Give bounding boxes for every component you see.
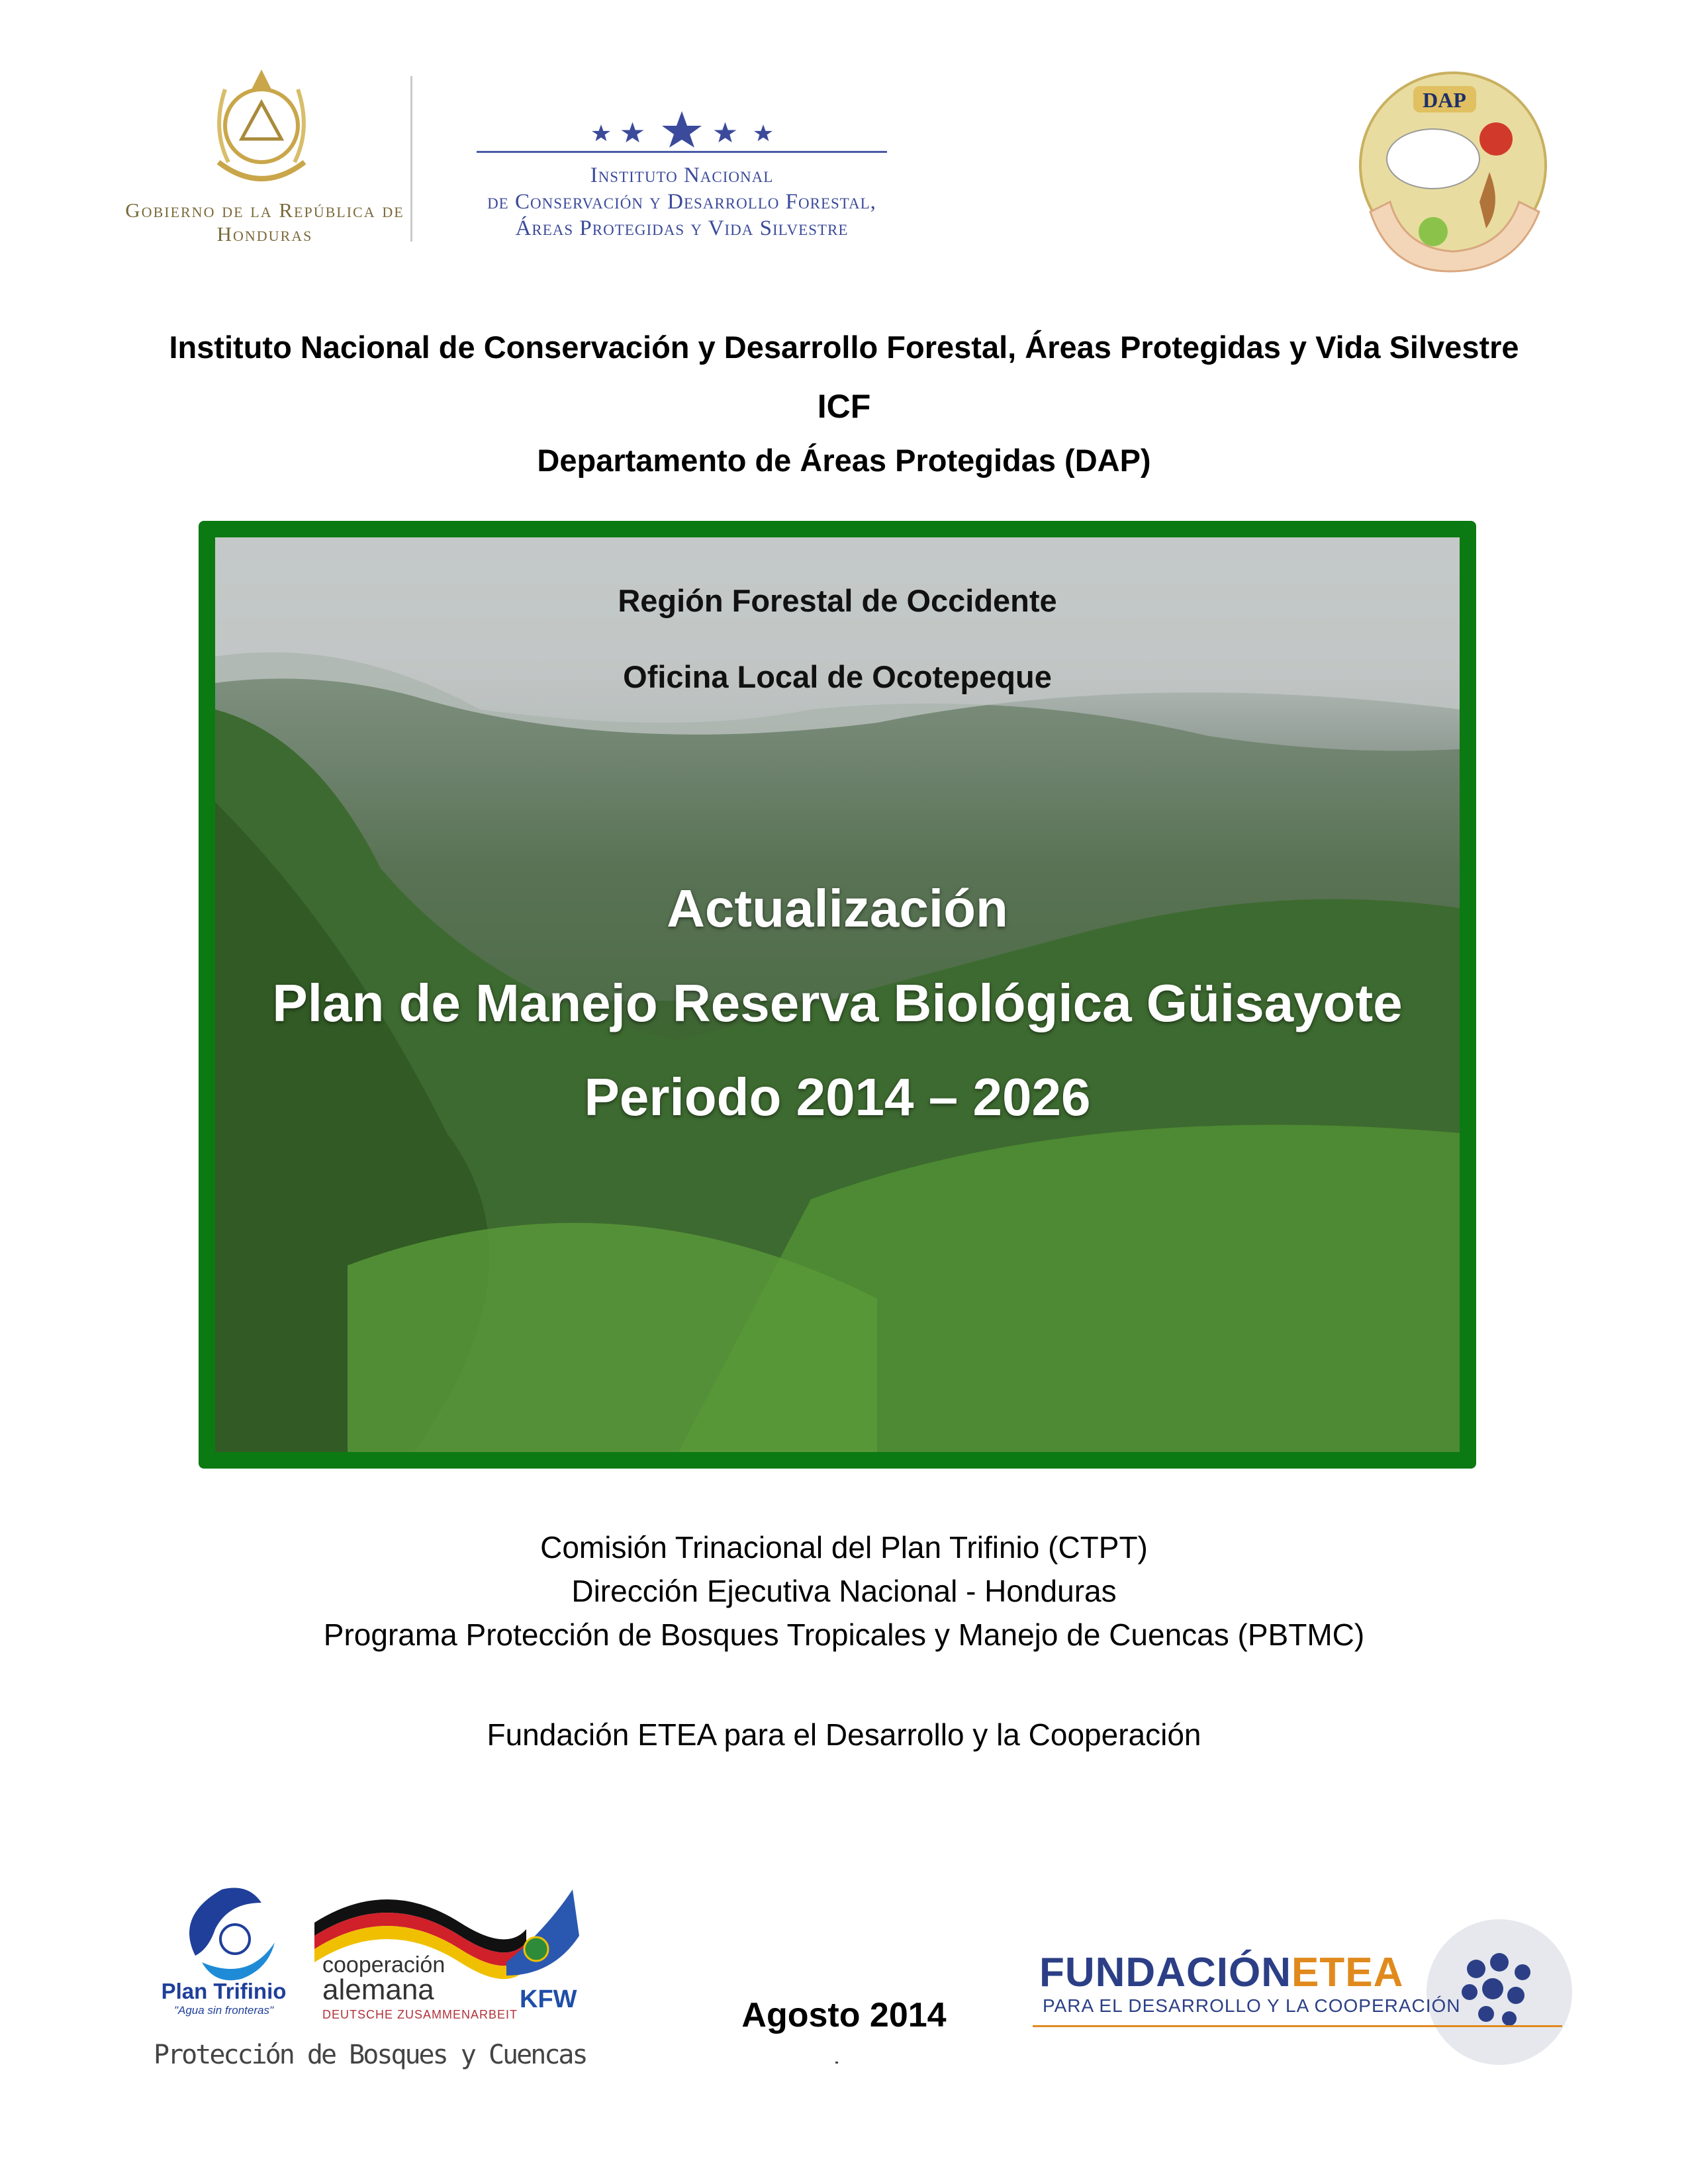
etea-name-part1: FUNDACIÓN bbox=[1039, 1950, 1291, 1995]
icf-logo-line3: Áreas Protegidas y Vida Silvestre bbox=[515, 216, 849, 240]
etea-logo-rule bbox=[1033, 2025, 1562, 2027]
document-title-line2: Plan de Manejo Reserva Biológica Güisayote bbox=[272, 974, 1403, 1032]
coop-line1: cooperación bbox=[322, 1952, 445, 1978]
plan-trifinio-tagline: "Agua sin fronteras" bbox=[173, 2004, 274, 2017]
dap-logo bbox=[1350, 60, 1556, 278]
credit-line-etea: Fundación ETEA para el Desarrollo y la Cooperación bbox=[487, 1717, 1201, 1752]
icf-logo-line2: de Conservación y Desarrollo Forestal, bbox=[487, 190, 876, 214]
plan-trifinio-name: Plan Trifinio bbox=[161, 1979, 287, 2003]
program-caption: Protección de Bosques y Cuencas bbox=[154, 2040, 586, 2070]
dap-logo-text: DAP bbox=[1423, 88, 1466, 112]
icf-stars-icon bbox=[583, 109, 781, 149]
credit-line-ctpt: Comisión Trinacional del Plan Trifinio (CTPT) bbox=[540, 1530, 1148, 1565]
coop-line2: alemana bbox=[322, 1974, 434, 2006]
icf-logo-line1: Instituto Nacional bbox=[590, 163, 774, 187]
icf-logo-rule bbox=[477, 151, 887, 153]
document-title-line1: Actualización bbox=[667, 879, 1008, 938]
government-logo-text: Gobierno de la República de Honduras bbox=[125, 199, 404, 246]
etea-logo-name bbox=[1039, 1949, 1403, 1996]
region-label: Región Forestal de Occidente bbox=[618, 583, 1057, 618]
icf-logo-text bbox=[417, 162, 947, 242]
stray-mark bbox=[835, 2062, 838, 2064]
etea-logo-subtitle: PARA EL DESARROLLO Y LA COOPERACIÓN bbox=[1043, 1995, 1461, 2016]
department-heading: Departamento de Áreas Protegidas (DAP) bbox=[537, 443, 1151, 478]
office-label: Oficina Local de Ocotepeque bbox=[623, 659, 1052, 694]
etea-globe-icon bbox=[1423, 1916, 1575, 2068]
honduras-coat-of-arms-logo bbox=[205, 63, 318, 195]
logo-divider bbox=[410, 76, 412, 242]
acronym-heading: ICF bbox=[817, 388, 871, 425]
etea-name-part2: ETEA bbox=[1291, 1950, 1404, 1995]
cover-photo bbox=[215, 537, 1460, 1452]
credit-line-direction: Dirección Ejecutiva Nacional - Honduras bbox=[571, 1574, 1117, 1608]
document-title-line3: Periodo 2014 – 2026 bbox=[584, 1068, 1091, 1126]
coop-line3: DEUTSCHE ZUSAMMENARBEIT bbox=[322, 2008, 518, 2021]
kfw-logo-text: KFW bbox=[520, 1985, 577, 2013]
credit-line-program: Programa Protección de Bosques Tropicales y Manejo de Cuencas (PBTMC) bbox=[323, 1617, 1365, 1652]
institute-heading: Instituto Nacional de Conservación y Desarrollo Forestal, Áreas Protegidas y Vida Silvestre bbox=[169, 330, 1519, 365]
publication-date: Agosto 2014 bbox=[741, 1996, 947, 2034]
